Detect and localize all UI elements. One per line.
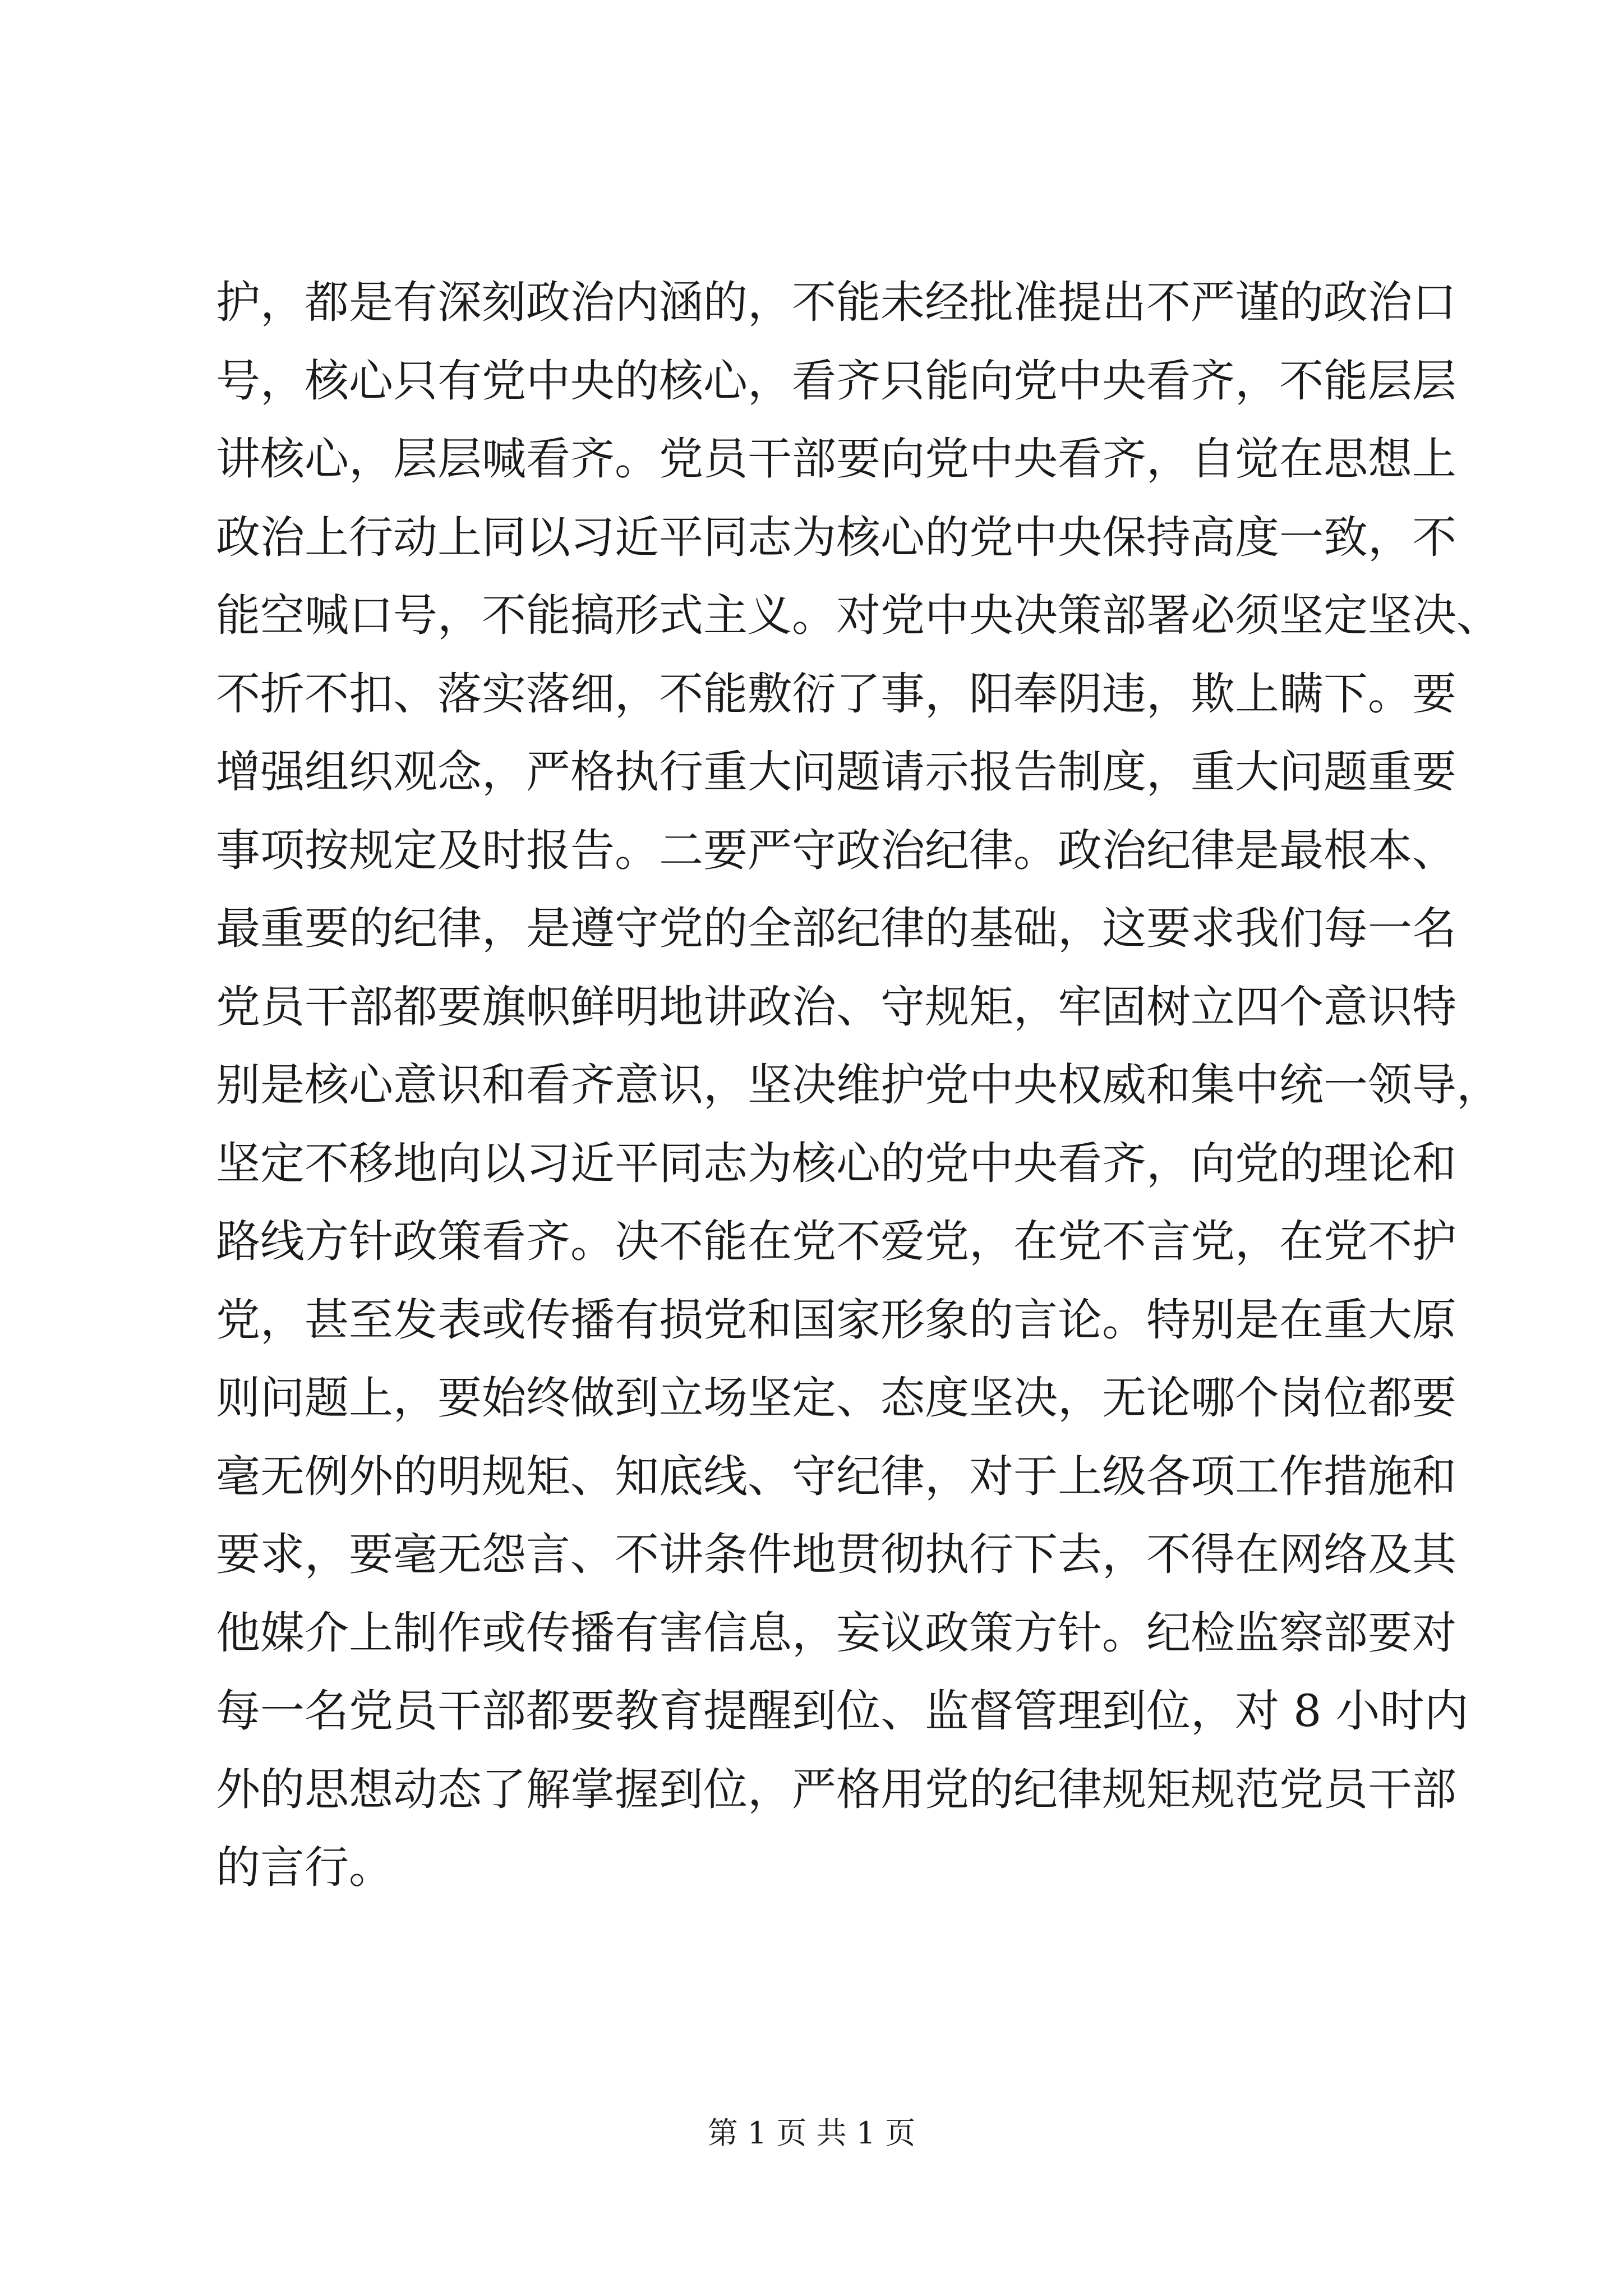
text-line: 的言行。 <box>216 1842 393 1893</box>
text-line: 党员干部都要旗帜鲜明地讲政治、守规矩，牢固树立四个意识特 <box>216 981 1456 1033</box>
text-line: 坚定不移地向以习近平同志为核心的党中央看齐，向党的理论和 <box>216 1137 1456 1189</box>
text-line: 讲核心，层层喊看齐。党员干部要向党中央看齐，自觉在思想上 <box>216 433 1456 485</box>
text-line: 最重要的纪律，是遵守党的全部纪律的基础，这要求我们每一名 <box>216 903 1456 954</box>
text-line: 则问题上，要始终做到立场坚定、态度坚决，无论哪个岗位都要 <box>216 1372 1456 1424</box>
text-line: 每一名党员干部都要教育提醒到位、监督管理到位，对 8 小时内 <box>216 1685 1469 1737</box>
text-line: 他媒介上制作或传播有害信息，妄议政策方针。纪检监察部要对 <box>216 1607 1456 1659</box>
body-paragraph <box>216 264 1501 1907</box>
text-line: 能空喊口号，不能搞形式主义。对党中央决策部署必须坚定坚决、 <box>216 590 1501 641</box>
text-line: 路线方针政策看齐。决不能在党不爱党，在党不言党，在党不护 <box>216 1216 1456 1267</box>
text-line: 事项按规定及时报告。二要严守政治纪律。政治纪律是最根本、 <box>216 824 1456 876</box>
text-line: 要求，要毫无怨言、不讲条件地贯彻执行下去，不得在网络及其 <box>216 1529 1456 1580</box>
text-line: 外的思想动态了解掌握到位，严格用党的纪律规矩规范党员干部 <box>216 1763 1456 1815</box>
text-line: 号，核心只有党中央的核心，看齐只能向党中央看齐，不能层层 <box>216 355 1456 407</box>
text-line: 别是核心意识和看齐意识，坚决维护党中央权威和集中统一领导， <box>216 1059 1501 1111</box>
page-footer: 第 1 页 共 1 页 <box>707 2115 916 2151</box>
text-line: 毫无例外的明规矩、知底线、守纪律，对于上级各项工作措施和 <box>216 1450 1456 1502</box>
text-line: 增强组织观念，严格执行重大问题请示报告制度，重大问题重要 <box>216 746 1456 798</box>
text-line: 政治上行动上同以习近平同志为核心的党中央保持高度一致，不 <box>216 511 1456 563</box>
text-line: 不折不扣、落实落细，不能敷衍了事，阳奉阴违，欺上瞒下。要 <box>216 668 1456 720</box>
text-line: 护，都是有深刻政治内涵的，不能未经批准提出不严谨的政治口 <box>216 277 1456 328</box>
text-line: 党，甚至发表或传播有损党和国家形象的言论。特别是在重大原 <box>216 1294 1456 1346</box>
